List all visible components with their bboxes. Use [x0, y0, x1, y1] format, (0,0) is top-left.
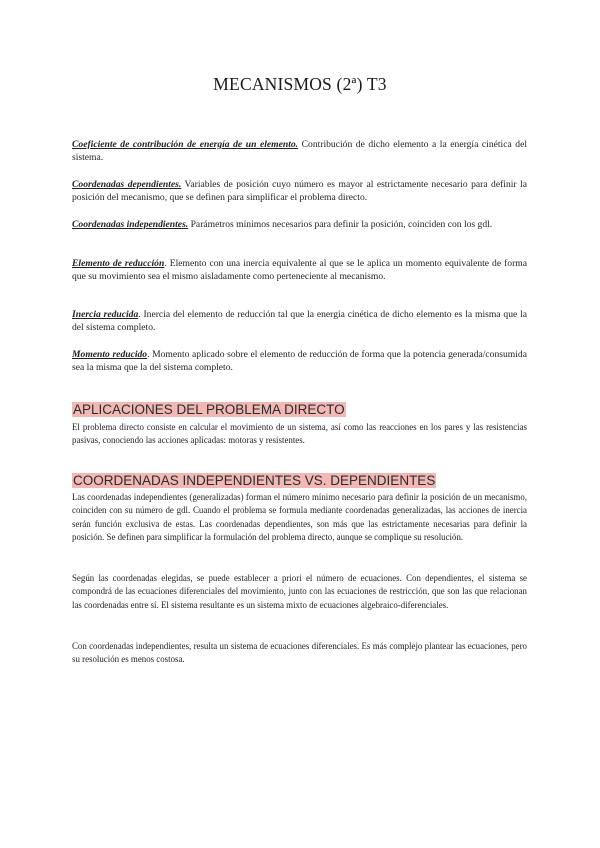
section-paragraph: Según las coordenadas elegidas, se puede establecer a priori el número de ecuaciones. Con dependientes, el sistema se compondrá de las ecuaciones diferenciales del movimiento, junto con las ecuaciones de restricción, que son las que relacionan las coordenadas entre sí. El sistema resultante es un sistema mixto de ecuaciones algebraico-diferenciales.	[72, 573, 527, 610]
definition-reduced-moment	[72, 348, 527, 374]
definition-dependent-coordinates	[72, 178, 527, 204]
section-heading-coordinates: COORDENADAS INDEPENDIENTES VS. DEPENDIENTES	[73, 473, 436, 488]
section-paragraph: El problema directo consiste en calcular el movimiento de un sistema, así como las reacciones en los pares y las resistencias pasivas, conociendo las acciones aplicadas: motoras y resistentes.	[72, 422, 527, 446]
definition-text: Contribución de dicho elemento a la energía cinética del sistema.	[72, 139, 527, 163]
definition-text: . Elemento con una inercia equivalente al que se le aplica un momento equivalente de forma que su movimiento sea el mismo aisladamente como perteneciente al mecanismo.	[72, 258, 527, 282]
definition-term: Coeficiente de contribución de energía de un elemento.	[72, 139, 299, 150]
definition-term: Coordenadas dependientes.	[72, 179, 182, 190]
definition-term: Inercia reducida	[72, 309, 139, 320]
definition-independent-coordinates	[72, 218, 527, 231]
definition-term: Elemento de reducción	[72, 258, 165, 269]
definition-term: Momento reducido	[72, 349, 148, 360]
definition-energy-coefficient	[72, 138, 527, 164]
definition-text: . Momento aplicado sobre el elemento de reducción de forma que la potencia generada/consumida sea la misma que la del sistema completo.	[72, 349, 527, 373]
section-paragraph: Las coordenadas independientes (generalizadas) forman el número mínimo necesario para definir la posición de un mecanismo, coinciden con su número de gdl. Cuando el problema se formula mediante coordenadas generalizadas, las acciones de inercia serán función exclusiva de estas. Las coordenadas dependientes, son más que las estrictamente necesarias para definir la posición. Se definen para simplificar la formulación del problema directo, aunque se complique su resolución.	[72, 492, 527, 542]
page-title: MECANISMOS (2ª) T3	[213, 74, 387, 94]
section-paragraph: Con coordenadas independientes, resulta un sistema de ecuaciones diferenciales. Es más complejo plantear las ecuaciones, pero su resolución es menos costosa.	[72, 641, 527, 665]
definition-reduced-inertia	[72, 308, 527, 334]
definition-reduction-element	[72, 257, 527, 283]
definition-term: Coordenadas independientes.	[72, 219, 189, 230]
definition-text: Parámetros mínimos necesarios para definir la posición, coinciden con los gdl.	[188, 219, 493, 230]
definition-text: . Inercia del elemento de reducción tal que la energía cinética de dicho elemento es la misma que la del sistema completo.	[72, 309, 527, 333]
section-heading-direct-problem: APLICACIONES DEL PROBLEMA DIRECTO	[73, 402, 345, 417]
definition-text: Variables de posición cuyo número es mayor al estrictamente necesario para definir la posición del mecanismo, que se definen para simplificar el problema directo.	[72, 179, 528, 203]
